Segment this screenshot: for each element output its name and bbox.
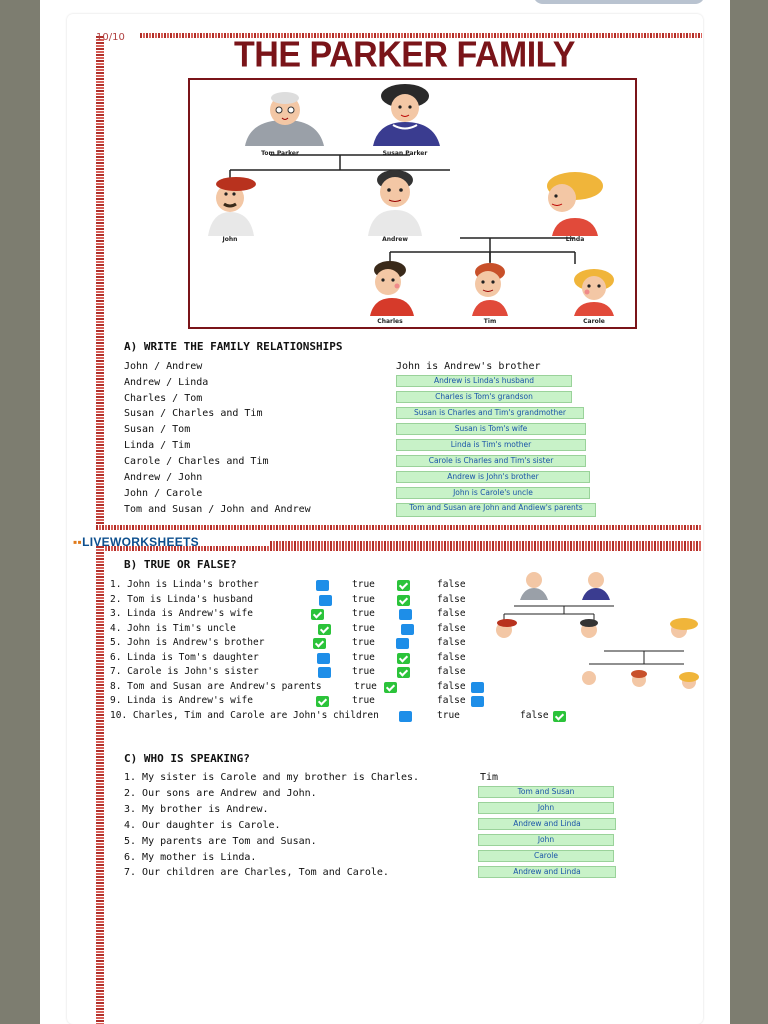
false-label: false bbox=[437, 695, 466, 706]
false-checkbox[interactable] bbox=[397, 580, 410, 591]
family-tree-image bbox=[188, 78, 637, 329]
label-tim: Tim bbox=[483, 318, 497, 325]
tom-parker-figure bbox=[245, 92, 324, 146]
true-checkbox[interactable] bbox=[319, 595, 332, 606]
true-checkbox[interactable] bbox=[399, 711, 412, 722]
tf-question: 5. John is Andrew's brother bbox=[110, 637, 265, 648]
false-checkbox[interactable] bbox=[396, 638, 409, 649]
true-label: true bbox=[354, 681, 377, 692]
speaker-answer-field[interactable]: Tom and Susan bbox=[478, 786, 614, 798]
speaker-answer-field[interactable]: Andrew and Linda bbox=[478, 818, 616, 830]
true-label: true bbox=[352, 579, 375, 590]
false-label: false bbox=[437, 608, 466, 619]
andrew-figure bbox=[368, 170, 422, 236]
section-c-heading: C) WHO IS SPEAKING? bbox=[124, 752, 250, 765]
tf-question: 6. Linda is Tom's daughter bbox=[110, 652, 259, 663]
speaker-question: 1. My sister is Carole and my brother is Charles. bbox=[124, 772, 420, 783]
divider-border bbox=[96, 525, 702, 530]
carole-figure bbox=[574, 269, 614, 316]
left-decorative-border bbox=[96, 36, 104, 528]
tf-question: 8. Tom and Susan are Andrew's parents bbox=[110, 681, 322, 692]
false-label: false bbox=[437, 579, 466, 590]
section-a-heading: A) WRITE THE FAMILY RELATIONSHIPS bbox=[124, 340, 343, 353]
false-label: false bbox=[437, 681, 466, 692]
true-label: true bbox=[352, 666, 375, 677]
tim-figure bbox=[472, 263, 508, 316]
relationship-pair: John / Andrew bbox=[124, 361, 203, 372]
false-checkbox[interactable] bbox=[471, 696, 484, 707]
mini-family-tree-image bbox=[484, 566, 702, 704]
tf-question: 2. Tom is Linda's husband bbox=[110, 594, 253, 605]
false-checkbox[interactable] bbox=[471, 682, 484, 693]
true-label: true bbox=[352, 652, 375, 663]
top-tab-handle[interactable] bbox=[533, 0, 705, 4]
relationship-pair: John / Carole bbox=[124, 488, 203, 499]
left-decorative-border-lower bbox=[96, 546, 104, 1024]
false-checkbox[interactable] bbox=[553, 711, 566, 722]
example-speaker: Tim bbox=[480, 772, 499, 783]
speaker-answer-field[interactable]: Andrew and Linda bbox=[478, 866, 616, 878]
john-figure bbox=[208, 177, 256, 236]
label-carole: Carole bbox=[583, 318, 605, 325]
true-label: true bbox=[437, 710, 460, 721]
true-label: true bbox=[352, 623, 375, 634]
answer-field[interactable]: Charles is Tom's grandson bbox=[396, 391, 572, 403]
false-checkbox[interactable] bbox=[397, 595, 410, 606]
susan-parker-figure bbox=[373, 84, 440, 146]
speaker-answer-field[interactable]: Carole bbox=[478, 850, 614, 862]
speaker-answer-field[interactable]: John bbox=[478, 802, 614, 814]
false-label: false bbox=[437, 623, 466, 634]
speaker-question: 2. Our sons are Andrew and John. bbox=[124, 788, 317, 799]
true-checkbox[interactable] bbox=[316, 580, 329, 591]
false-label: false bbox=[437, 652, 466, 663]
relationship-pair: Charles / Tom bbox=[124, 393, 203, 404]
label-andrew: Andrew bbox=[382, 236, 408, 243]
relationship-pair: Susan / Tom bbox=[124, 424, 191, 435]
answer-field[interactable]: John is Carole's uncle bbox=[396, 487, 590, 499]
tf-question: 10. Charles, Tim and Carole are John's children bbox=[110, 710, 379, 721]
relationship-pair: Andrew / John bbox=[124, 472, 203, 483]
label-john: John bbox=[222, 236, 238, 243]
speaker-question: 4. Our daughter is Carole. bbox=[124, 820, 281, 831]
false-label: false bbox=[520, 710, 549, 721]
true-label: true bbox=[352, 594, 375, 605]
example-answer: John is Andrew's brother bbox=[396, 361, 541, 372]
label-tom-parker: Tom Parker bbox=[261, 150, 299, 157]
answer-field[interactable]: Linda is Tim's mother bbox=[396, 439, 586, 451]
tf-question: 7. Carole is John's sister bbox=[110, 666, 259, 677]
answer-field[interactable]: Tom and Susan are John and Andiew's parents bbox=[396, 503, 596, 517]
false-label: false bbox=[437, 666, 466, 677]
relationship-pair: Susan / Charles and Tim bbox=[124, 408, 263, 419]
false-checkbox[interactable] bbox=[397, 653, 410, 664]
label-susan-parker: Susan Parker bbox=[382, 150, 428, 157]
relationship-pair: Linda / Tim bbox=[124, 440, 191, 451]
label-linda: Linda bbox=[565, 236, 585, 243]
false-checkbox[interactable] bbox=[401, 624, 414, 635]
relationship-pair: Andrew / Linda bbox=[124, 377, 209, 388]
true-label: true bbox=[352, 608, 375, 619]
tf-question: 3. Linda is Andrew's wife bbox=[110, 608, 253, 619]
speaker-question: 7. Our children are Charles, Tom and Carole. bbox=[124, 867, 389, 878]
linda-figure bbox=[547, 172, 603, 236]
false-label: false bbox=[437, 594, 466, 605]
score-badge: 10/10 bbox=[96, 32, 125, 43]
section-b-heading: B) TRUE OR FALSE? bbox=[124, 558, 237, 571]
speaker-answer-field[interactable]: John bbox=[478, 834, 614, 846]
tf-question: 1. John is Linda's brother bbox=[110, 579, 259, 590]
speaker-question: 6. My mother is Linda. bbox=[124, 852, 257, 863]
relationship-pair: Carole / Charles and Tim bbox=[124, 456, 269, 467]
liveworksheets-logo[interactable]: ▪▪LIVEWORKSHEETS bbox=[73, 535, 199, 549]
answer-field[interactable]: Carole is Charles and Tim's sister bbox=[396, 455, 586, 467]
true-checkbox[interactable] bbox=[313, 638, 326, 649]
true-checkbox[interactable] bbox=[318, 667, 331, 678]
page-title: THE PARKER FAMILY bbox=[234, 35, 575, 75]
charles-figure bbox=[370, 261, 414, 316]
answer-field[interactable]: Andrew is John's brother bbox=[396, 471, 590, 483]
answer-field[interactable]: Susan is Charles and Tim's grandmother bbox=[396, 407, 584, 419]
label-charles: Charles bbox=[377, 318, 403, 325]
relationship-pair: Tom and Susan / John and Andrew bbox=[124, 504, 311, 515]
true-checkbox[interactable] bbox=[318, 624, 331, 635]
true-checkbox[interactable] bbox=[311, 609, 324, 620]
true-checkbox[interactable] bbox=[317, 653, 330, 664]
tf-question: 9. Linda is Andrew's wife bbox=[110, 695, 253, 706]
false-checkbox[interactable] bbox=[397, 667, 410, 678]
true-checkbox[interactable] bbox=[384, 682, 397, 693]
answer-field[interactable]: Andrew is Linda's husband bbox=[396, 375, 572, 387]
true-label: true bbox=[352, 637, 375, 648]
speaker-question: 5. My parents are Tom and Susan. bbox=[124, 836, 317, 847]
false-label: false bbox=[437, 637, 466, 648]
tf-question: 4. John is Tim's uncle bbox=[110, 623, 236, 634]
speaker-question: 3. My brother is Andrew. bbox=[124, 804, 269, 815]
false-checkbox[interactable] bbox=[399, 609, 412, 620]
true-label: true bbox=[352, 695, 375, 706]
true-checkbox[interactable] bbox=[316, 696, 329, 707]
answer-field[interactable]: Susan is Tom's wife bbox=[396, 423, 586, 435]
